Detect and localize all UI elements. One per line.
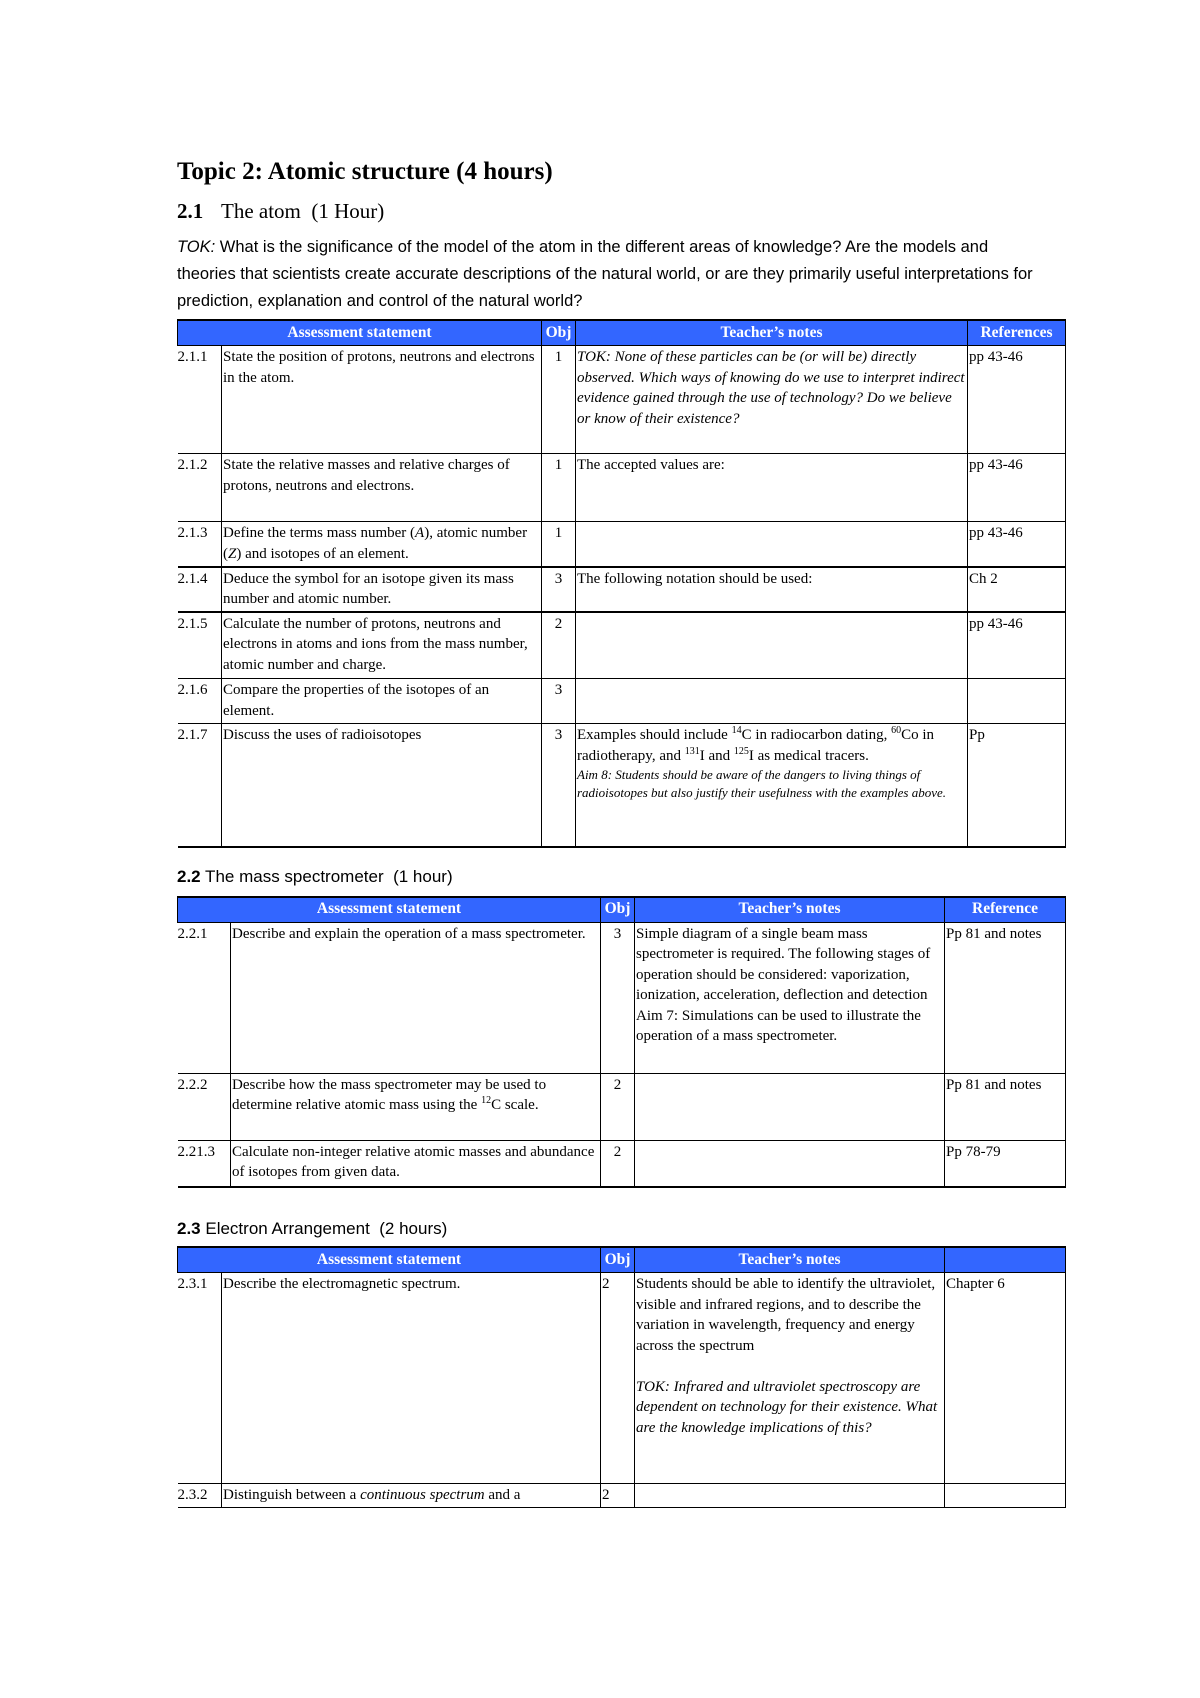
section-name: The mass spectrometer: [200, 866, 384, 886]
notes-part: I as medical tracers.: [748, 747, 869, 764]
section-heading-2-2: [177, 864, 1065, 890]
table-row: [178, 454, 1066, 522]
table-row: [178, 1273, 1066, 1484]
section-heading-2-3: [177, 1216, 1065, 1242]
header-notes: Teacher’s notes: [635, 1247, 945, 1273]
header-assessment: Assessment statement: [178, 320, 542, 346]
row-notes: [576, 724, 968, 847]
row-ref: Pp 81 and notes: [945, 922, 1066, 1073]
isotope-mass: 12: [481, 1095, 492, 1106]
notes-part: C in radiocarbon dating,: [741, 727, 892, 743]
row-notes: Simple diagram of a single beam mass spectrometer is required. The following stages of operation should be considered: vaporization, ionization, acceleration, deflection and detection Aim 7: Simulations can be used to illustrate the operation of a mass spectrometer.: [635, 922, 945, 1073]
notes-part: I and: [699, 747, 734, 764]
header-reference: Reference: [945, 897, 1066, 923]
row-notes: TOK: None of these particles can be (or will be) directly observed. Which ways of knowing do we use to interpret indirect evidence gained through the use of technology? Do we believe or know of their existence?: [576, 346, 968, 454]
row-statement: Deduce the symbol for an isotope given its mass number and atomic number.: [222, 567, 542, 612]
isotope-mass: 14: [731, 725, 742, 736]
table-row: [178, 1140, 1066, 1187]
table-row: [178, 679, 1066, 724]
section-hours: (2 hours): [379, 1219, 448, 1238]
row-statement: State the relative masses and relative charges of protons, neutrons and electrons.: [222, 454, 542, 522]
row-statement: [222, 522, 542, 567]
row-statement: Calculate non-integer relative atomic masses and abundance of isotopes from given data.: [231, 1140, 601, 1187]
row-ref: Ch 2: [968, 567, 1066, 612]
section-number: 2.2: [177, 866, 201, 886]
isotope-mass: 131: [684, 745, 700, 757]
tok-note: TOK: Infrared and ultraviolet spectroscopy are dependent on technology for their existence. What are the knowledge implications of this?: [636, 1378, 938, 1436]
row-notes: [576, 522, 968, 567]
table-row: [178, 922, 1066, 1073]
row-statement: Calculate the number of protons, neutrons and electrons in atoms and ions from the mass number, atomic number and charge.: [222, 612, 542, 679]
row-ref: pp 43-46: [968, 346, 1066, 454]
stmt-part: Distinguish between a: [223, 1487, 361, 1503]
row-ref: Pp 78-79: [945, 1140, 1066, 1187]
header-empty: [945, 1247, 1066, 1273]
header-obj: Obj: [542, 320, 576, 346]
row-notes: [635, 1484, 945, 1508]
row-id: 2.1.5: [178, 612, 222, 679]
table-row: [178, 346, 1066, 454]
table-row: [178, 522, 1066, 567]
stmt-var-a: A: [415, 525, 425, 541]
row-ref: [945, 1484, 1066, 1508]
stmt-var-z: Z: [228, 545, 237, 562]
stmt-part: Define the terms mass number (: [223, 525, 416, 541]
row-id: 2.1.6: [178, 679, 222, 724]
stmt-part: C scale.: [491, 1097, 539, 1113]
stmt-italic: continuous spectrum: [360, 1487, 485, 1503]
row-notes: The following notation should be used:: [576, 567, 968, 612]
table-row: [178, 567, 1066, 612]
row-statement: [231, 1073, 601, 1140]
row-obj: 3: [542, 679, 576, 724]
row-ref: pp 43-46: [968, 454, 1066, 522]
row-obj: 2: [601, 1273, 635, 1484]
stmt-part: and a: [484, 1487, 521, 1503]
section-name: Electron Arrangement: [200, 1219, 370, 1238]
row-statement: Describe the electromagnetic spectrum.: [222, 1273, 601, 1484]
section-heading-2-1: [177, 196, 1065, 226]
section-number: 2.1: [177, 199, 204, 223]
header-assessment: Assessment statement: [178, 897, 601, 923]
row-statement: Discuss the uses of radioisotopes: [222, 724, 542, 847]
section-number: 2.3: [177, 1219, 201, 1238]
stmt-part: ) and isotopes of an element.: [236, 545, 409, 562]
row-id: 2.1.7: [178, 724, 222, 847]
row-obj: 3: [601, 922, 635, 1073]
isotope-mass: 125: [733, 745, 749, 757]
row-obj: 1: [542, 454, 576, 522]
header-references: References: [968, 320, 1066, 346]
table-the-atom: [177, 319, 1066, 848]
row-notes: [576, 679, 968, 724]
tok-paragraph: [177, 234, 1037, 315]
header-assessment: Assessment statement: [178, 1247, 601, 1273]
row-notes: [576, 612, 968, 679]
tok-text: What is the significance of the model of the atom in the different areas of knowledge? Are the models and theories that scientists create accurate descriptions of the natural world, or are they primarily useful interpretations for prediction, explanation and control of the natural world?: [177, 238, 1033, 310]
row-ref: Pp: [968, 724, 1066, 847]
row-ref: [968, 679, 1066, 724]
row-id: 2.21.3: [178, 1140, 231, 1187]
row-id: 2.2.1: [178, 922, 231, 1073]
row-id: 2.1.1: [178, 346, 222, 454]
header-notes: Teacher’s notes: [635, 897, 945, 923]
section-hours: (1 Hour): [311, 199, 385, 223]
row-obj: 2: [601, 1484, 635, 1508]
aim-note: Aim 8: Students should be aware of the dangers to living things of radioisotopes but also justify their usefulness with the examples above.: [577, 767, 947, 800]
row-obj: 3: [542, 724, 576, 847]
table-row: [178, 724, 1066, 847]
table-row: [178, 612, 1066, 679]
page-title: Topic 2: Atomic structure (4 hours): [177, 158, 553, 185]
row-notes: The accepted values are:: [576, 454, 968, 522]
row-statement: [222, 1484, 601, 1508]
table-row: [178, 1073, 1066, 1140]
row-obj: 1: [542, 522, 576, 567]
header-notes: Teacher’s notes: [576, 320, 968, 346]
row-id: 2.1.4: [178, 567, 222, 612]
row-obj: 3: [542, 567, 576, 612]
table-header-row: [178, 1247, 1066, 1273]
notes-part: Co in radiotherapy, and: [577, 727, 935, 764]
notes-part: Students should be able to identify the ultraviolet, visible and infrared regions, and to describe the variation in wavelength, frequency and energy across the spectrum: [636, 1276, 936, 1354]
row-ref: Pp 81 and notes: [945, 1073, 1066, 1140]
row-id: 2.3.1: [178, 1273, 222, 1484]
row-ref: Chapter 6: [945, 1273, 1066, 1484]
section-hours: (1 hour): [393, 866, 453, 886]
table-header-row: [178, 320, 1066, 346]
stmt-part: ), atomic number (: [223, 525, 528, 562]
stmt-part: Describe how the mass spectrometer may be used to determine relative atomic mass using the: [232, 1076, 547, 1113]
document-page: [177, 155, 1065, 1508]
tok-label: TOK:: [177, 238, 216, 256]
row-statement: State the position of protons, neutrons and electrons in the atom.: [222, 346, 542, 454]
header-obj: Obj: [601, 897, 635, 923]
row-ref: pp 43-46: [968, 522, 1066, 567]
row-obj: 2: [601, 1140, 635, 1187]
row-obj: 2: [601, 1073, 635, 1140]
table-header-row: [178, 897, 1066, 923]
row-id: 2.2.2: [178, 1073, 231, 1140]
section-name: The atom: [221, 199, 301, 223]
row-id: 2.3.2: [178, 1484, 222, 1508]
row-ref: pp 43-46: [968, 612, 1066, 679]
row-notes: [635, 1273, 945, 1484]
table-row: [178, 1484, 1066, 1508]
row-obj: 1: [542, 346, 576, 454]
row-id: 2.1.3: [178, 522, 222, 567]
row-id: 2.1.2: [178, 454, 222, 522]
row-notes: [635, 1073, 945, 1140]
row-obj: 2: [542, 612, 576, 679]
isotope-mass: 60: [891, 725, 902, 736]
notes-part: Examples should include: [577, 727, 732, 743]
row-statement: Compare the properties of the isotopes of an element.: [222, 679, 542, 724]
row-statement: Describe and explain the operation of a mass spectrometer.: [231, 922, 601, 1073]
header-obj: Obj: [601, 1247, 635, 1273]
table-electron-arrangement: [177, 1246, 1066, 1508]
table-mass-spectrometer: [177, 896, 1066, 1189]
row-notes: [635, 1140, 945, 1187]
